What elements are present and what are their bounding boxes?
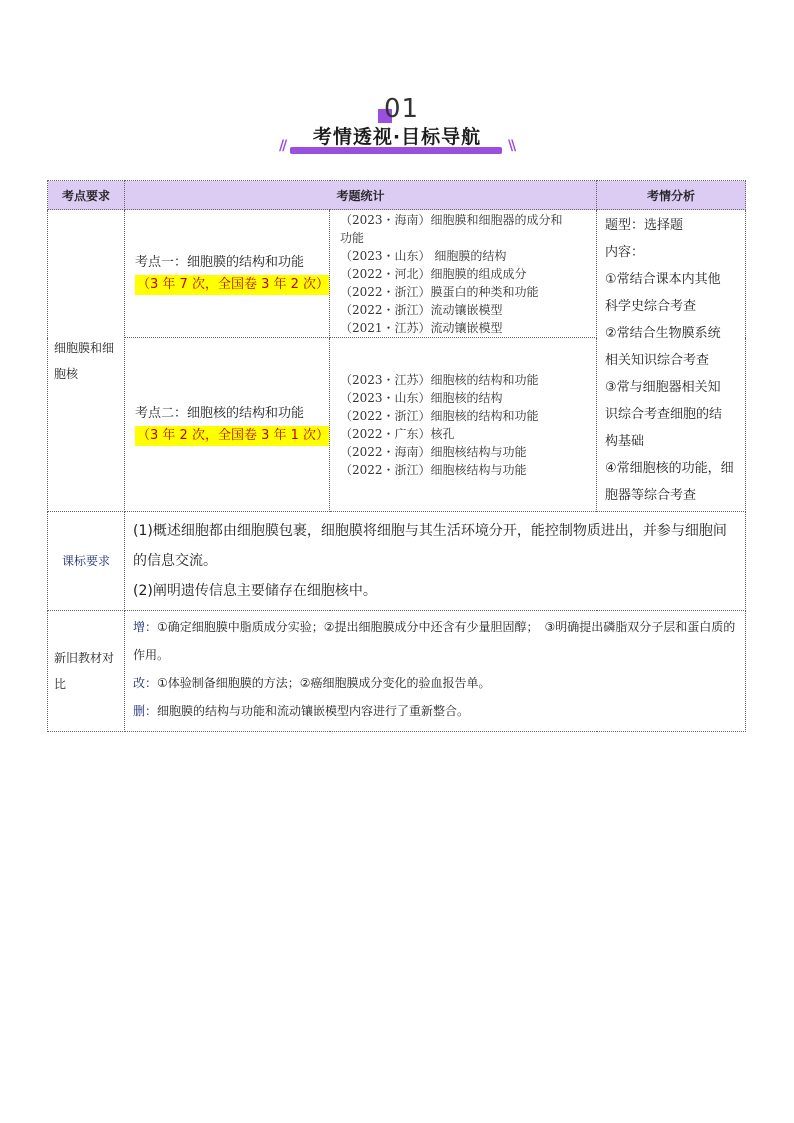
stat-line: （2022・海南）细胞核结构与功能 xyxy=(340,444,527,459)
analysis-line: 科学史综合考查 xyxy=(605,299,697,314)
exam-analysis-table xyxy=(47,180,746,732)
compare-line xyxy=(133,613,739,669)
stat-line: （2022・广东）核孔 xyxy=(340,426,455,441)
standard-line: (2)阐明遗传信息主要储存在细胞核中。 xyxy=(133,583,377,599)
section-header xyxy=(0,92,794,162)
point-name: 考点二：细胞核的结构和功能 xyxy=(135,405,305,421)
analysis-line: ④常细胞核的功能，细 xyxy=(605,461,734,476)
stat-line: （2022・浙江）细胞核结构与功能 xyxy=(340,462,527,477)
stat-line: （2023・山东）细胞核的结构 xyxy=(340,390,503,405)
stat-line: （2023・江苏）细胞核的结构和功能 xyxy=(340,372,539,387)
compare-tag: 增： xyxy=(133,620,158,634)
analysis-cell xyxy=(597,210,746,512)
analysis-line: ③常与细胞器相关知 xyxy=(605,380,721,395)
point-cell-1 xyxy=(125,210,330,338)
analysis-line: 相关知识综合考查 xyxy=(605,353,710,368)
analysis-line: 胞器等综合考查 xyxy=(605,488,697,503)
slash-decoration-left: // xyxy=(279,138,286,154)
slash-decoration-right: \\ xyxy=(508,138,515,154)
topic-label: 细胞膜和细胞核 xyxy=(54,340,115,381)
compare-text: ①确定细胞膜中脂质成分实验；②提出细胞膜成分中还含有少量胆固醇； ③明确提出磷脂双分子层和蛋白质的作用。 xyxy=(133,620,736,662)
header-requirement: 考点要求 xyxy=(48,181,125,210)
table-row xyxy=(48,512,746,611)
analysis-line: ①常结合课本内其他 xyxy=(605,272,721,287)
analysis-line: 识综合考查细胞的结 xyxy=(605,407,723,422)
stats-cell-2 xyxy=(330,338,597,512)
table-header-row xyxy=(48,181,746,210)
stat-line: （2021・江苏）流动镶嵌模型 xyxy=(340,320,503,335)
stat-line: （2023・海南）细胞膜和细胞器的成分和 xyxy=(340,212,563,227)
analysis-line: 内容： xyxy=(605,245,645,260)
compare-cell xyxy=(125,611,746,732)
analysis-line: 构基础 xyxy=(605,434,645,449)
section-title: 考情透视·目标导航 xyxy=(312,126,482,148)
standard-line: (1)概述细胞都由细胞膜包裹，细胞膜将细胞与其生活环境分开，能控制物质进出，并参与细胞间的信息交流。 xyxy=(133,523,727,569)
topic-cell xyxy=(48,210,125,512)
analysis-line: 题型：选择题 xyxy=(605,218,684,233)
compare-label: 新旧教材对比 xyxy=(54,651,115,691)
stats-cell-1 xyxy=(330,210,597,338)
stat-line: （2022・浙江）流动镶嵌模型 xyxy=(340,302,503,317)
standard-label-cell: 课标要求 xyxy=(48,512,125,611)
standard-cell xyxy=(125,512,746,611)
section-number-text: 01 xyxy=(384,94,420,124)
compare-text: ①体验制备细胞膜的方法；②癌细胞膜成分变化的验血报告单。 xyxy=(157,676,491,690)
compare-line xyxy=(133,669,739,697)
table-row xyxy=(48,210,746,338)
header-statistics: 考题统计 xyxy=(125,181,597,210)
stat-line: （2022・浙江）细胞核的结构和功能 xyxy=(340,408,539,423)
point-name: 考点一：细胞膜的结构和功能 xyxy=(135,254,305,270)
stat-line: （2022・河北）细胞膜的组成成分 xyxy=(340,266,527,281)
point-highlight: （3 年 2 次，全国卷 3 年 1 次） xyxy=(135,426,329,446)
analysis-line: ②常结合生物膜系统 xyxy=(605,326,721,341)
point-cell-2 xyxy=(125,338,330,512)
compare-text: 细胞膜的结构与功能和流动镶嵌模型内容进行了重新整合。 xyxy=(157,704,470,718)
stat-line: （2022・浙江）膜蛋白的种类和功能 xyxy=(340,284,539,299)
compare-tag: 改： xyxy=(133,676,158,690)
compare-tag: 删： xyxy=(133,704,158,718)
compare-line xyxy=(133,697,739,725)
stat-line: 功能 xyxy=(340,230,365,245)
header-analysis: 考情分析 xyxy=(597,181,746,210)
compare-label-cell xyxy=(48,611,125,732)
point-highlight: （3 年 7 次，全国卷 3 年 2 次） xyxy=(135,275,329,295)
table-row xyxy=(48,611,746,732)
stat-line: （2023・山东） 细胞膜的结构 xyxy=(340,248,507,263)
